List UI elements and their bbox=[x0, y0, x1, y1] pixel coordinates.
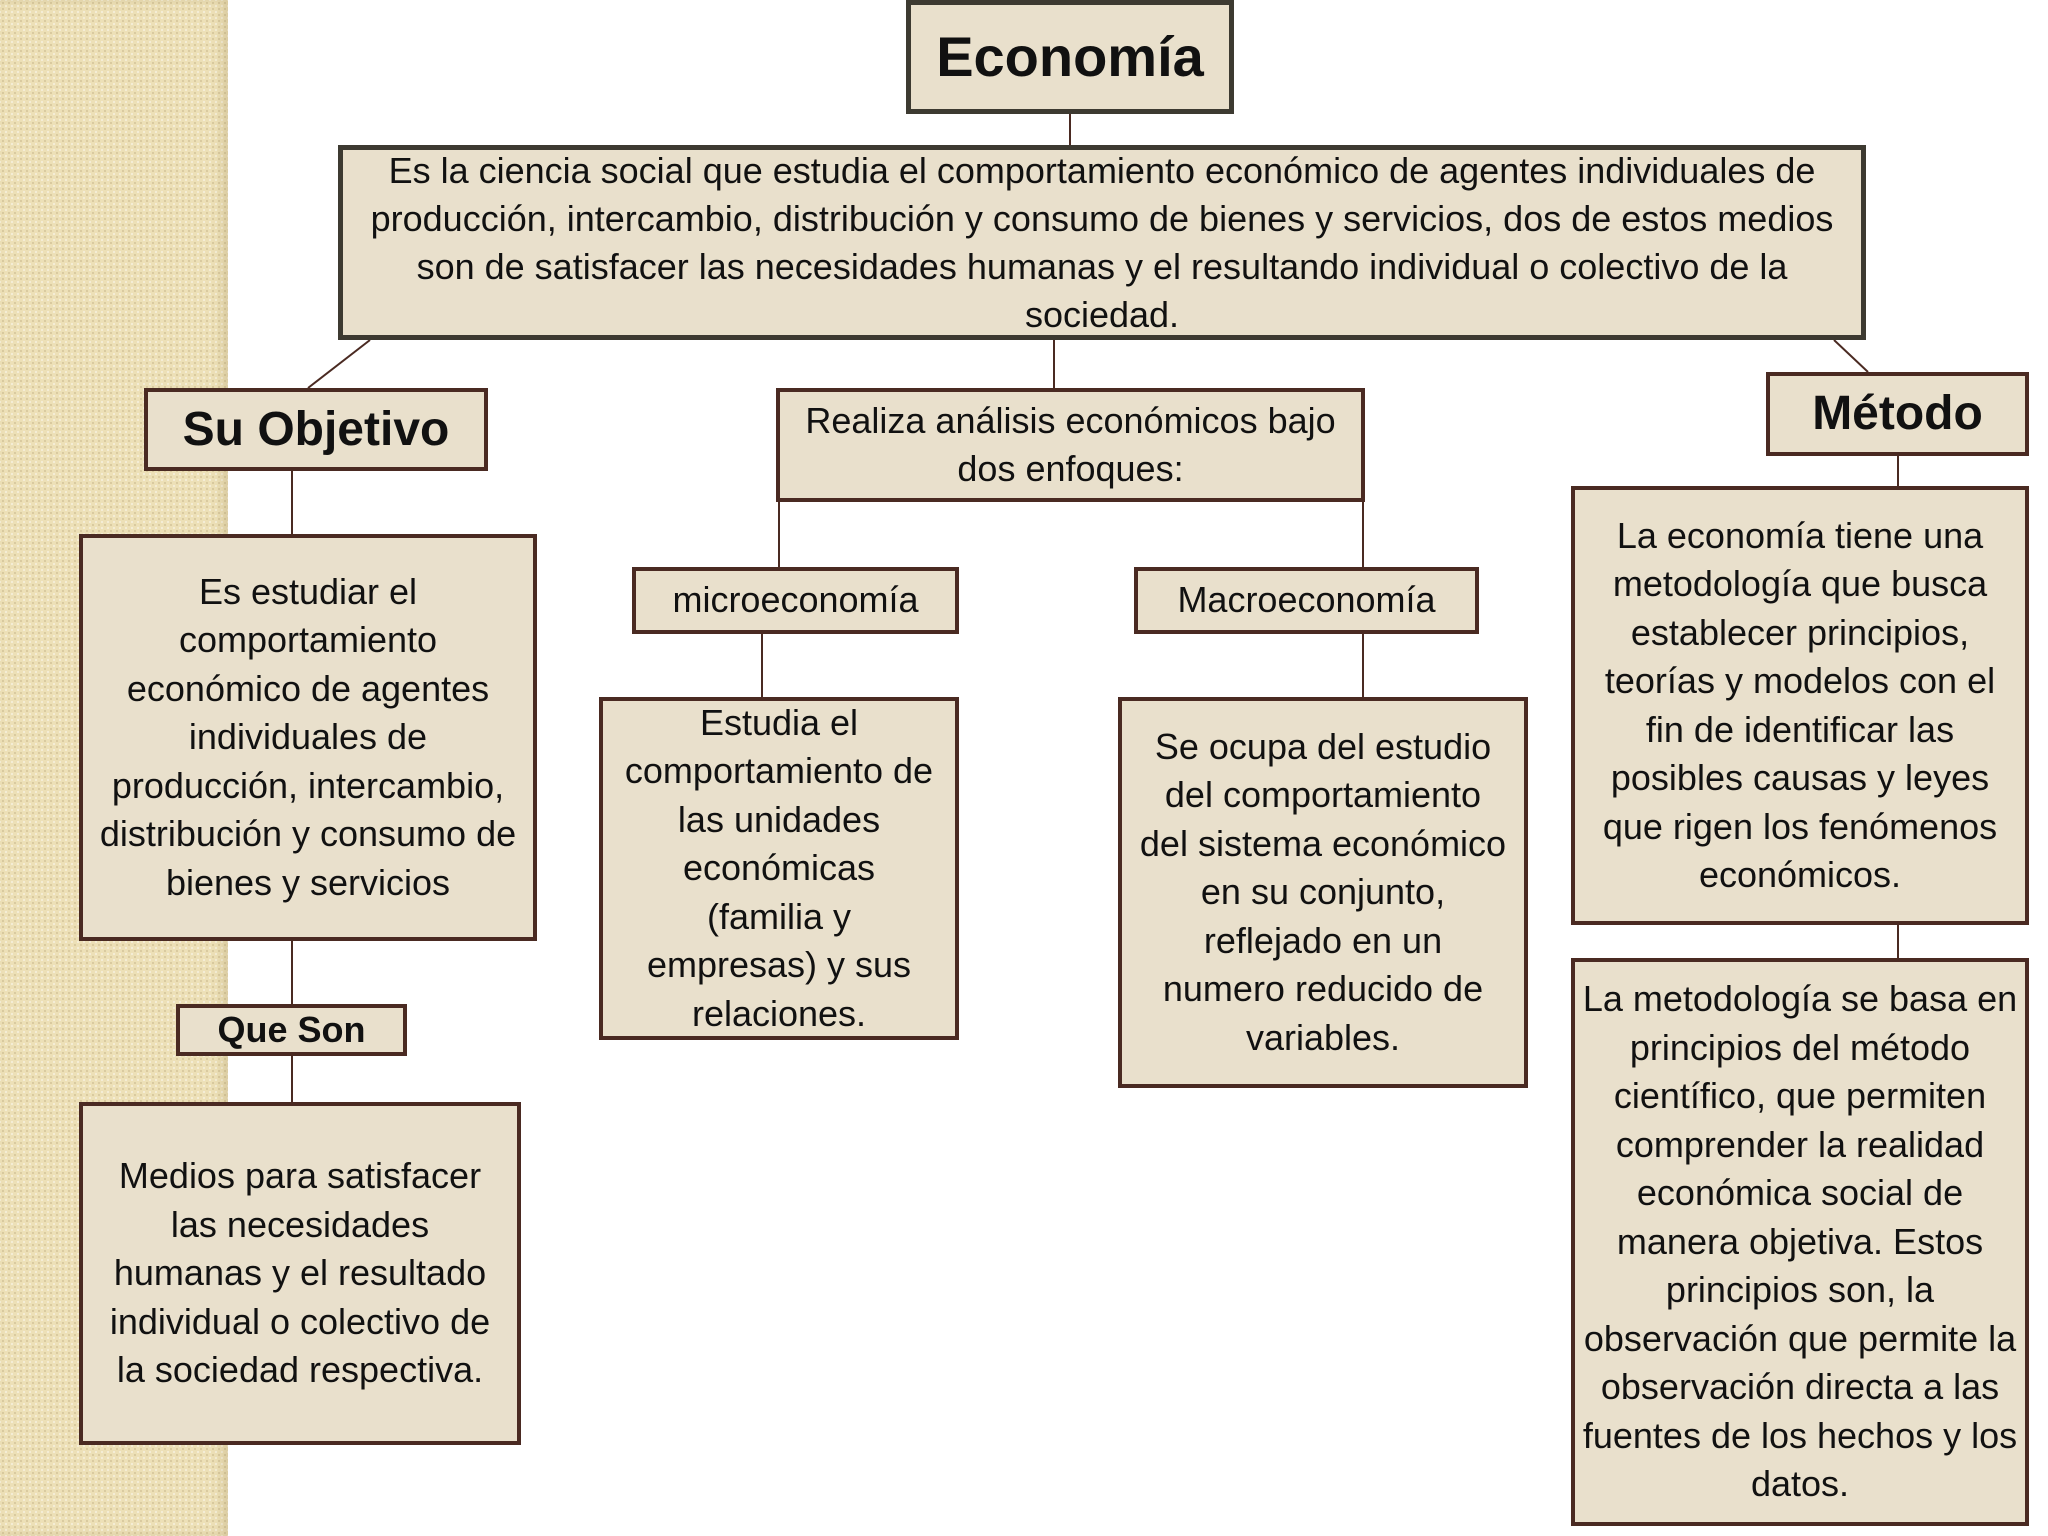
macro-title: Macroeconomía bbox=[1177, 579, 1436, 621]
link-definition-metodo bbox=[1834, 340, 1868, 372]
metodo-text1: La economía tiene una metodología que busca establecer principios, teorías y modelos con el fin de identificar las posibles causas y leyes que rigen los fenómenos económicos. bbox=[1602, 514, 1998, 895]
metodo-title-box bbox=[1766, 372, 2029, 456]
page-title: Economía bbox=[936, 25, 1204, 88]
objetivo-text: Es estudiar el comportamiento económico de agentes individuales de producción, intercambio, distribución y consumo de bienes y servicios bbox=[99, 570, 517, 903]
queson-title: Que Son bbox=[217, 1009, 366, 1050]
macro-text-box bbox=[1118, 697, 1528, 1088]
title-box bbox=[906, 0, 1234, 114]
queson-text: Medios para satisfacer las necesidades humanas y el resultado individual o colectivo de la sociedad respectiva. bbox=[109, 1155, 491, 1391]
definition-text: Es la ciencia social que estudia el comportamiento económico de agentes individuales de producción, intercambio, distribución y consumo de bienes y servicios, dos de estos medios son de satisfacer las necesidades humanas y el resultando individual o colectivo de la sociedad. bbox=[370, 149, 1834, 335]
micro-text-box bbox=[599, 697, 959, 1040]
micro-text: Estudia el comportamiento de las unidades económicas (familia y empresas) y sus relaciones. bbox=[624, 701, 934, 1034]
objetivo-title-box bbox=[144, 388, 488, 471]
macro-text: Se ocupa del estudio del comportamiento del sistema económico en su conjunto, reflejado en un numero reducido de variables. bbox=[1139, 725, 1507, 1058]
objetivo-title: Su Objetivo bbox=[182, 402, 450, 456]
metodo-text2: La metodología se basa en principios del método científico, que permiten comprender la realidad económica social de manera objetiva. Estos principios son, la observación que permite la observación directa a las fuentes de los hechos y los datos. bbox=[1582, 978, 2018, 1505]
metodo-title: Método bbox=[1812, 387, 1983, 440]
queson-title-box bbox=[176, 1004, 407, 1056]
definition-box bbox=[338, 145, 1866, 340]
analisis-title: Realiza análisis económicos bajo dos enfoques: bbox=[805, 399, 1336, 489]
queson-text-box bbox=[79, 1102, 521, 1445]
macro-title-box bbox=[1134, 567, 1479, 634]
objetivo-text-box bbox=[79, 534, 537, 941]
metodo-text2-box bbox=[1571, 958, 2029, 1526]
micro-title-box bbox=[632, 567, 959, 634]
micro-title: microeconomía bbox=[672, 579, 919, 621]
metodo-text1-box bbox=[1571, 486, 2029, 925]
analisis-title-box bbox=[776, 388, 1365, 502]
link-definition-objetivo bbox=[308, 340, 370, 388]
